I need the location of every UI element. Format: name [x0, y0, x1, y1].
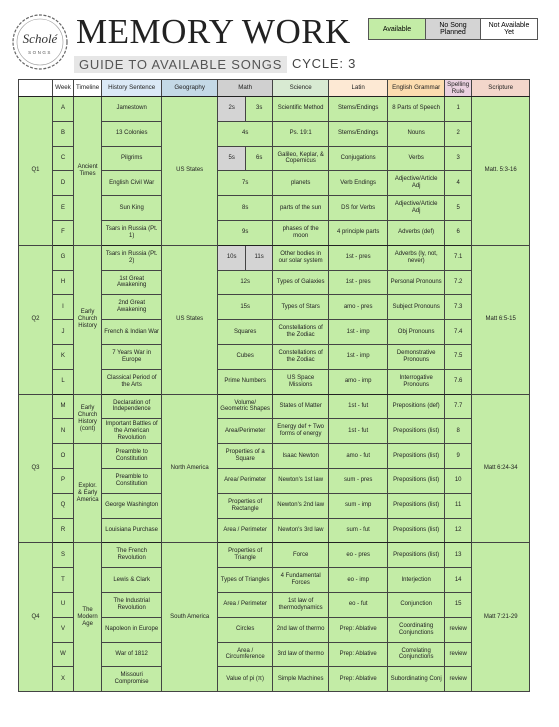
grammar-cell: Conjunction: [388, 592, 445, 617]
logo-subtext: SONGS: [28, 50, 52, 55]
math-cell: 5s: [218, 146, 246, 171]
latin-cell: sum - imp: [329, 493, 388, 518]
grammar-cell: Obj Pronouns: [388, 320, 445, 345]
math-cell: 10s: [218, 245, 246, 270]
science-cell: Constellations of the Zodiac: [273, 320, 329, 345]
science-cell: Ps. 19:1: [273, 121, 329, 146]
science-cell: 4 Fundamental Forces: [273, 568, 329, 593]
math-cell: 12s: [218, 270, 273, 295]
math-cell: Area / Circumference: [218, 642, 273, 667]
latin-cell: 1st - fut: [329, 394, 388, 419]
week-cell: Q: [53, 493, 74, 518]
history-cell: Preamble to Constitution: [102, 444, 162, 469]
science-cell: 1st law of thermodynamics: [273, 592, 329, 617]
header-science: Science: [273, 80, 329, 97]
quarter-label: Q1: [19, 97, 53, 246]
science-cell: Isaac Newton: [273, 444, 329, 469]
grammar-cell: Adjective/Article Adj: [388, 171, 445, 196]
spelling-cell: 14: [445, 568, 472, 593]
math-cell: 3s: [246, 97, 273, 122]
math-cell: Properties of Triangle: [218, 543, 273, 568]
latin-cell: sum - pres: [329, 468, 388, 493]
math-cell: Area / Perimeter: [218, 518, 273, 543]
science-cell: 2nd law of thermo: [273, 617, 329, 642]
latin-cell: 4 principle parts: [329, 220, 388, 245]
latin-cell: amo - fut: [329, 444, 388, 469]
grammar-cell: Prepositions (list): [388, 444, 445, 469]
math-cell: 7s: [218, 171, 273, 196]
grammar-cell: Adverbs (def): [388, 220, 445, 245]
history-cell: The French Revolution: [102, 543, 162, 568]
spelling-cell: 8: [445, 419, 472, 444]
math-cell: 4s: [218, 121, 273, 146]
math-cell: 2s: [218, 97, 246, 122]
week-cell: I: [53, 295, 74, 320]
latin-cell: Verb Endings: [329, 171, 388, 196]
page-subtitle: GUIDE TO AVAILABLE SONGS: [74, 56, 287, 73]
header-latin: Latin: [329, 80, 388, 97]
spelling-cell: 13: [445, 543, 472, 568]
grammar-cell: Subject Pronouns: [388, 295, 445, 320]
scripture-cell: Matt 6:24-34: [472, 394, 530, 543]
table-row: [19, 543, 530, 568]
science-cell: Scientific Method: [273, 97, 329, 122]
week-cell: H: [53, 270, 74, 295]
geography-cell: US States: [162, 245, 218, 394]
geography-cell: US States: [162, 97, 218, 246]
latin-cell: amo - imp: [329, 369, 388, 394]
grammar-cell: Correlating Conjunctions: [388, 642, 445, 667]
table-row: [19, 444, 530, 469]
grammar-cell: Personal Pronouns: [388, 270, 445, 295]
week-cell: K: [53, 344, 74, 369]
memory-work-table: [18, 79, 530, 692]
spelling-cell: review: [445, 617, 472, 642]
grammar-cell: Prepositions (list): [388, 419, 445, 444]
week-cell: C: [53, 146, 74, 171]
grammar-cell: Adverbs (ly, not, never): [388, 245, 445, 270]
math-cell: 15s: [218, 295, 273, 320]
science-cell: Newton's 1st law: [273, 468, 329, 493]
latin-cell: 1st - fut: [329, 419, 388, 444]
history-cell: Missouri Compromise: [102, 667, 162, 692]
geography-cell: South America: [162, 543, 218, 692]
header-spelling: Spelling Rule: [445, 80, 472, 97]
latin-cell: Conjugations: [329, 146, 388, 171]
week-cell: S: [53, 543, 74, 568]
scripture-cell: Matt 7:21-29: [472, 543, 530, 692]
week-cell: F: [53, 220, 74, 245]
latin-cell: DS for Verbs: [329, 196, 388, 221]
week-cell: G: [53, 245, 74, 270]
spelling-cell: 7.6: [445, 369, 472, 394]
science-cell: Types of Galaxies: [273, 270, 329, 295]
legend: [368, 18, 538, 40]
latin-cell: 1st - pres: [329, 270, 388, 295]
header-week: Week: [53, 80, 74, 97]
header-math: Math: [218, 80, 273, 97]
latin-cell: Prep: Ablative: [329, 642, 388, 667]
math-cell: Value of pi (π): [218, 667, 273, 692]
header-timeline: Timeline: [74, 80, 102, 97]
week-cell: M: [53, 394, 74, 419]
quarter-label: Q2: [19, 245, 53, 394]
week-cell: X: [53, 667, 74, 692]
week-cell: P: [53, 468, 74, 493]
science-cell: planets: [273, 171, 329, 196]
grammar-cell: Subordinating Conj: [388, 667, 445, 692]
history-cell: French & Indian War: [102, 320, 162, 345]
spelling-cell: 3: [445, 146, 472, 171]
science-cell: phases of the moon: [273, 220, 329, 245]
latin-cell: amo - pres: [329, 295, 388, 320]
science-cell: Simple Machines: [273, 667, 329, 692]
history-cell: Napoleon in Europe: [102, 617, 162, 642]
science-cell: Force: [273, 543, 329, 568]
spelling-cell: 9: [445, 444, 472, 469]
history-cell: English Civil War: [102, 171, 162, 196]
latin-cell: sum - fut: [329, 518, 388, 543]
grammar-cell: Nouns: [388, 121, 445, 146]
math-cell: 8s: [218, 196, 273, 221]
history-cell: 7 Years War in Europe: [102, 344, 162, 369]
latin-cell: Prep: Ablative: [329, 667, 388, 692]
spelling-cell: 2: [445, 121, 472, 146]
history-cell: Tsars in Russia (Pt. 1): [102, 220, 162, 245]
math-cell: 11s: [246, 245, 273, 270]
latin-cell: Stems/Endings: [329, 97, 388, 122]
week-cell: T: [53, 568, 74, 593]
spelling-cell: 11: [445, 493, 472, 518]
timeline-cell: The Modern Age: [74, 543, 102, 692]
spelling-cell: 7.7: [445, 394, 472, 419]
grammar-cell: Interrogative Pronouns: [388, 369, 445, 394]
science-cell: Newton's 3rd law: [273, 518, 329, 543]
legend-not-available: Not Available Yet: [481, 19, 538, 40]
grammar-cell: Verbs: [388, 146, 445, 171]
latin-cell: eo - imp: [329, 568, 388, 593]
history-cell: Important Battles of the American Revolution: [102, 419, 162, 444]
history-cell: Pilgrims: [102, 146, 162, 171]
grammar-cell: Prepositions (def): [388, 394, 445, 419]
week-cell: N: [53, 419, 74, 444]
latin-cell: 1st - imp: [329, 344, 388, 369]
math-cell: Area/ Perimeter: [218, 468, 273, 493]
spelling-cell: review: [445, 642, 472, 667]
latin-cell: Prep: Ablative: [329, 617, 388, 642]
week-cell: O: [53, 444, 74, 469]
spelling-cell: 15: [445, 592, 472, 617]
scripture-cell: Matt 6:5-15: [472, 245, 530, 394]
week-cell: E: [53, 196, 74, 221]
science-cell: parts of the sun: [273, 196, 329, 221]
latin-cell: eo - pres: [329, 543, 388, 568]
header-history: History Sentence: [102, 80, 162, 97]
spelling-cell: 12: [445, 518, 472, 543]
history-cell: 13 Colonies: [102, 121, 162, 146]
week-cell: U: [53, 592, 74, 617]
science-cell: Energy def + Two forms of energy: [273, 419, 329, 444]
week-cell: A: [53, 97, 74, 122]
grammar-cell: Coordinating Conjunctions: [388, 617, 445, 642]
header-scripture: Scripture: [472, 80, 530, 97]
spelling-cell: 7.3: [445, 295, 472, 320]
latin-cell: eo - fut: [329, 592, 388, 617]
header-grammar: English Grammar: [388, 80, 445, 97]
grammar-cell: 8 Parts of Speech: [388, 97, 445, 122]
math-cell: Properties of Rectangle: [218, 493, 273, 518]
history-cell: 1st Great Awakening: [102, 270, 162, 295]
table-row: [19, 245, 530, 270]
science-cell: US Space Missions: [273, 369, 329, 394]
science-cell: Newton's 2nd law: [273, 493, 329, 518]
week-cell: D: [53, 171, 74, 196]
math-cell: 6s: [246, 146, 273, 171]
history-cell: Jamestown: [102, 97, 162, 122]
history-cell: Declaration of Independence: [102, 394, 162, 419]
math-cell: Cubes: [218, 344, 273, 369]
math-cell: Area / Perimeter: [218, 592, 273, 617]
history-cell: Sun King: [102, 196, 162, 221]
math-cell: Squares: [218, 320, 273, 345]
table-row: [19, 97, 530, 122]
logo-text: Scholé: [22, 31, 58, 46]
timeline-cell: Explor. & Early America: [74, 444, 102, 543]
cycle-label: CYCLE: 3: [292, 56, 357, 71]
spelling-cell: 7.1: [445, 245, 472, 270]
header-row: [19, 80, 530, 97]
grammar-cell: Prepositions (list): [388, 493, 445, 518]
week-cell: B: [53, 121, 74, 146]
legend-no-song: No Song Planned: [426, 19, 481, 40]
history-cell: War of 1812: [102, 642, 162, 667]
math-cell: Volume/ Geometric Shapes: [218, 394, 273, 419]
table-row: [19, 394, 530, 419]
spelling-cell: 7.4: [445, 320, 472, 345]
spelling-cell: 10: [445, 468, 472, 493]
science-cell: States of Matter: [273, 394, 329, 419]
schole-songs-logo: [10, 12, 70, 72]
quarter-label: Q4: [19, 543, 53, 692]
history-cell: Preamble to Constitution: [102, 468, 162, 493]
week-cell: V: [53, 617, 74, 642]
history-cell: 2nd Great Awakening: [102, 295, 162, 320]
science-cell: Constellations of the Zodiac: [273, 344, 329, 369]
timeline-cell: Early Church History (cont): [74, 394, 102, 444]
science-cell: Galileo, Keplar, & Copernicus: [273, 146, 329, 171]
grammar-cell: Prepositions (list): [388, 468, 445, 493]
spelling-cell: 5: [445, 196, 472, 221]
week-cell: L: [53, 369, 74, 394]
week-cell: J: [53, 320, 74, 345]
quarter-label: Q3: [19, 394, 53, 543]
page-title: MEMORY WORK: [76, 12, 351, 51]
history-cell: Lewis & Clark: [102, 568, 162, 593]
spelling-cell: 1: [445, 97, 472, 122]
latin-cell: 1st - pres: [329, 245, 388, 270]
latin-cell: Stems/Endings: [329, 121, 388, 146]
math-cell: Properties of a Square: [218, 444, 273, 469]
spelling-cell: 7.5: [445, 344, 472, 369]
scripture-cell: Matt. 5:3-16: [472, 97, 530, 246]
grammar-cell: Prepositions (list): [388, 518, 445, 543]
week-cell: W: [53, 642, 74, 667]
geography-cell: North America: [162, 394, 218, 543]
spelling-cell: 6: [445, 220, 472, 245]
grammar-cell: Interjection: [388, 568, 445, 593]
timeline-cell: Ancient Times: [74, 97, 102, 246]
science-cell: Types of Stars: [273, 295, 329, 320]
science-cell: Other bodies in our solar system: [273, 245, 329, 270]
math-cell: Types of Triangles: [218, 568, 273, 593]
header-quarter: [19, 80, 53, 97]
timeline-cell: Early Church History: [74, 245, 102, 394]
science-cell: 3rd law of thermo: [273, 642, 329, 667]
history-cell: Tsars in Russia (Pt. 2): [102, 245, 162, 270]
math-cell: 9s: [218, 220, 273, 245]
history-cell: Louisiana Purchase: [102, 518, 162, 543]
spelling-cell: 4: [445, 171, 472, 196]
spelling-cell: review: [445, 667, 472, 692]
week-cell: R: [53, 518, 74, 543]
spelling-cell: 7.2: [445, 270, 472, 295]
math-cell: Circles: [218, 617, 273, 642]
grammar-cell: Adjective/Article Adj: [388, 196, 445, 221]
latin-cell: 1st - imp: [329, 320, 388, 345]
history-cell: George Washington: [102, 493, 162, 518]
legend-available: Available: [369, 19, 426, 40]
math-cell: Prime Numbers: [218, 369, 273, 394]
history-cell: Classical Period of the Arts: [102, 369, 162, 394]
grammar-cell: Demonstrative Pronouns: [388, 344, 445, 369]
history-cell: The Industrial Revolution: [102, 592, 162, 617]
grammar-cell: Prepositions (list): [388, 543, 445, 568]
math-cell: Area/Perimeter: [218, 419, 273, 444]
header-geography: Geography: [162, 80, 218, 97]
